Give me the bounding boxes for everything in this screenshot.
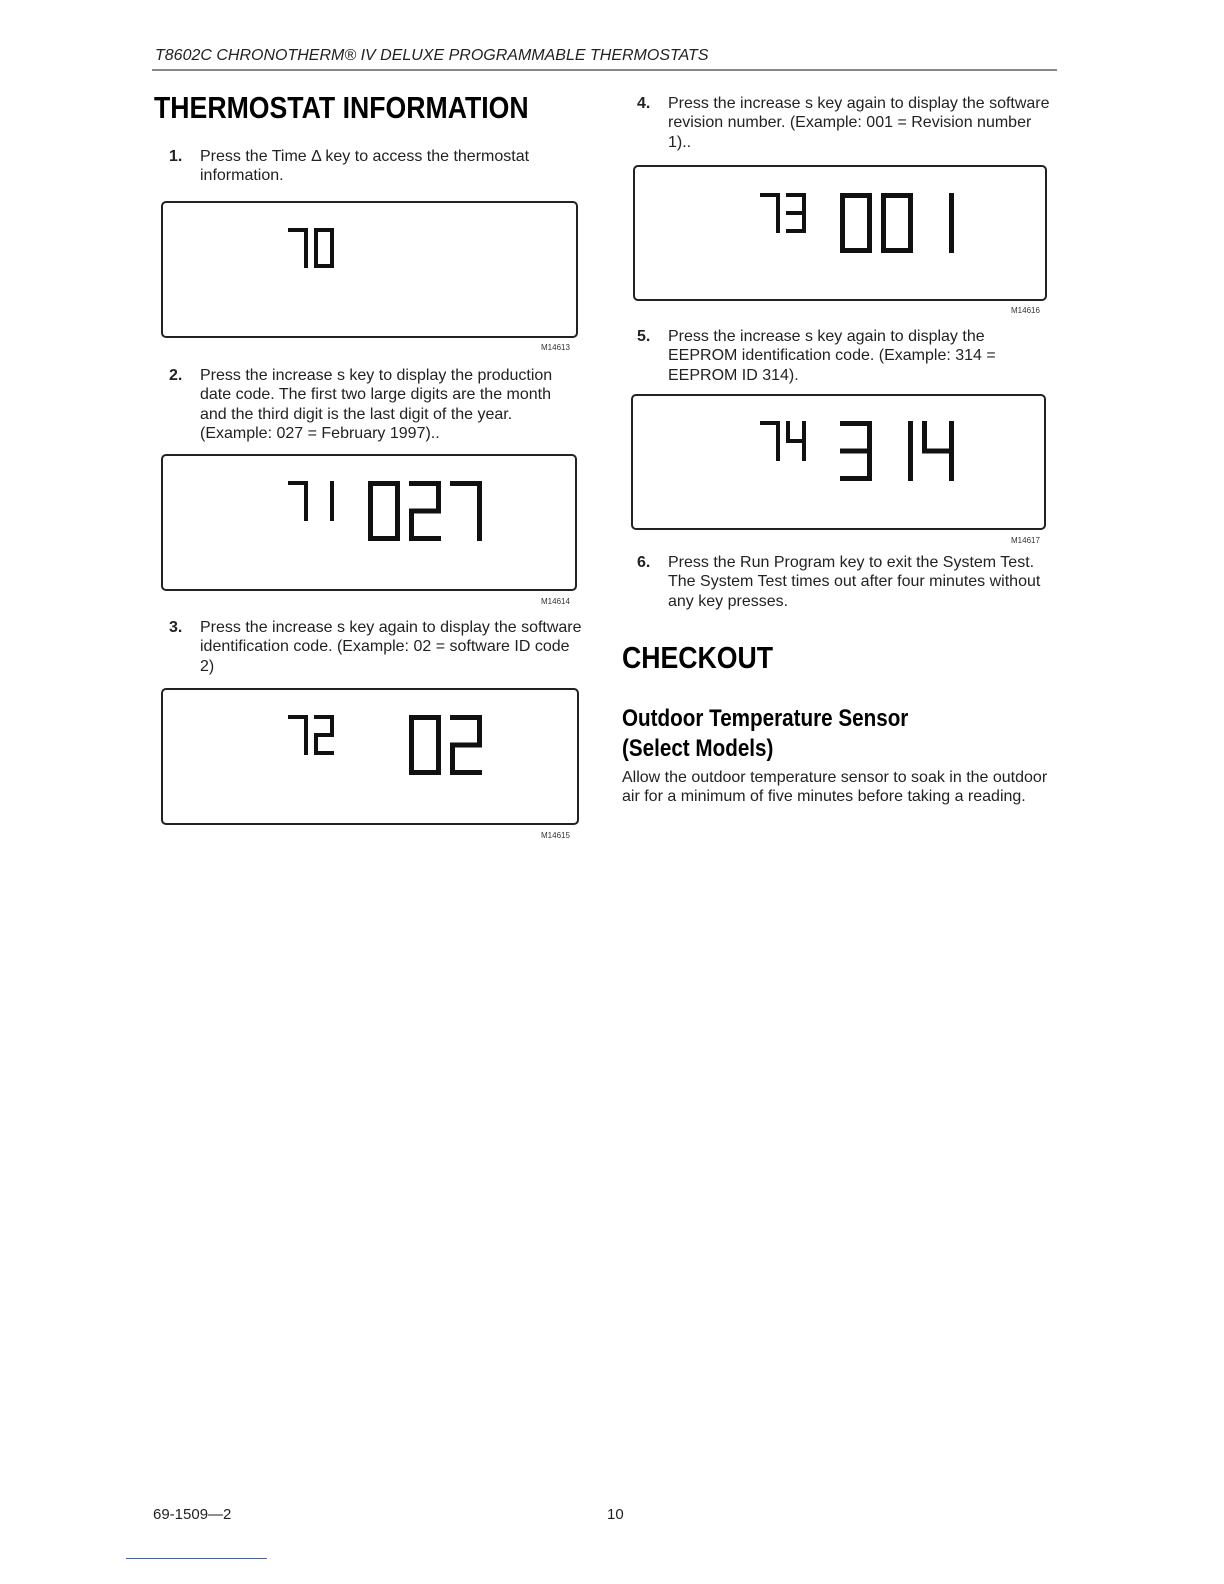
step-text: Press the increase s key to display the production date code. The first two large digits are the month and the third digit is the last digit of the year. (Example: 027 = February 1997).. (200, 367, 553, 442)
lcd-segment (304, 248, 308, 268)
lcd-segment (477, 511, 482, 541)
step-text: Press the increase s key again to display the software identification code. (Example: 02 = software ID code 2) (200, 619, 582, 675)
lcd-segment (409, 536, 441, 541)
lcd-segment (867, 421, 872, 451)
lcd-segment (368, 511, 373, 541)
lcd-segment (802, 441, 806, 461)
step-number: 5. (637, 328, 651, 345)
lcd-segment (436, 481, 441, 511)
lcd-segment (881, 223, 886, 253)
step-4 (637, 94, 1053, 152)
lcd-segment (330, 481, 334, 501)
step-3 (169, 618, 582, 676)
lcd-segment (450, 770, 482, 775)
lcd-digits (288, 481, 588, 561)
lcd-segment (330, 501, 334, 521)
lcd-segment (368, 481, 373, 511)
lcd-segment (840, 193, 845, 223)
step-number: 6. (637, 554, 651, 571)
lcd-segment (314, 228, 318, 248)
lcd-segment (395, 481, 400, 511)
figure-code: M14616 (1011, 306, 1040, 315)
lcd-segment (949, 193, 954, 223)
lcd-segment (776, 441, 780, 461)
figure-code: M14617 (1011, 536, 1040, 545)
lcd-digits (288, 715, 588, 795)
lcd-segment (776, 421, 780, 441)
lcd-segment (477, 481, 482, 511)
lcd-segment (802, 421, 806, 441)
lcd-segment (840, 223, 845, 253)
lcd-segment (949, 223, 954, 253)
step-text: Press the Time Δ key to access the thermostat information. (200, 148, 530, 185)
header-rule (152, 69, 1057, 71)
lcd-digits (288, 228, 588, 308)
lcd-segment (922, 421, 927, 451)
step-number: 3. (169, 619, 183, 636)
lcd-segment (314, 248, 318, 268)
checkout-paragraph: Allow the outdoor temperature sensor to soak in the outdoor air for a minimum of five minutes before taking a reading. (622, 769, 1048, 806)
lcd-segment (304, 715, 308, 735)
step-text: Press the increase s key again to display the software revision number. (Example: 001 = Revision number 1).. (668, 95, 1050, 151)
lcd-segment (436, 715, 441, 745)
lcd-segment (867, 193, 872, 223)
lcd-segment (304, 228, 308, 248)
subsection-subtitle: (Select Models) (622, 735, 774, 762)
lcd-segment (908, 193, 913, 223)
lcd-segment (949, 451, 954, 481)
lcd-digits (760, 421, 1060, 501)
lcd-segment (776, 193, 780, 213)
step-text: Press the increase s key again to display the EEPROM identification code. (Example: 314 = EEPROM ID 314). (668, 328, 996, 384)
page-number: 10 (607, 1506, 624, 1523)
lcd-segment (314, 751, 334, 755)
section-title-thermostat-information: THERMOSTAT INFORMATION (154, 90, 529, 125)
lcd-segment (304, 501, 308, 521)
lcd-segment (776, 213, 780, 233)
figure-code: M14613 (541, 343, 570, 352)
document-number: 69-1509—2 (153, 1506, 232, 1523)
lcd-segment (949, 421, 954, 451)
lcd-segment (908, 421, 913, 451)
lcd-segment (304, 481, 308, 501)
lcd-digits (760, 193, 1060, 273)
lcd-segment (304, 735, 308, 755)
step-number: 4. (637, 95, 651, 112)
running-header: T8602C CHRONOTHERM® IV DELUXE PROGRAMMABLE THERMOSTATS (155, 47, 709, 64)
lcd-segment (802, 193, 806, 213)
figure-code: M14614 (541, 597, 570, 606)
link-underline (126, 1558, 267, 1559)
step-6 (637, 553, 1058, 611)
lcd-segment (330, 715, 334, 735)
step-5 (637, 327, 1053, 385)
lcd-segment (477, 715, 482, 745)
step-number: 2. (169, 367, 183, 384)
step-1 (169, 147, 570, 186)
figure-code: M14615 (541, 831, 570, 840)
subsection-title: Outdoor Temperature Sensor (622, 705, 909, 732)
lcd-segment (881, 193, 886, 223)
lcd-segment (330, 228, 334, 248)
lcd-segment (786, 229, 806, 233)
lcd-segment (908, 451, 913, 481)
lcd-segment (409, 745, 414, 775)
lcd-segment (409, 715, 414, 745)
step-text: Press the Run Program key to exit the System Test. The System Test times out after four minutes without any key presses. (668, 554, 1041, 610)
step-number: 1. (169, 148, 183, 165)
step-2 (169, 366, 582, 443)
section-title-checkout: CHECKOUT (622, 640, 774, 675)
lcd-segment (840, 476, 872, 481)
lcd-segment (786, 421, 790, 441)
